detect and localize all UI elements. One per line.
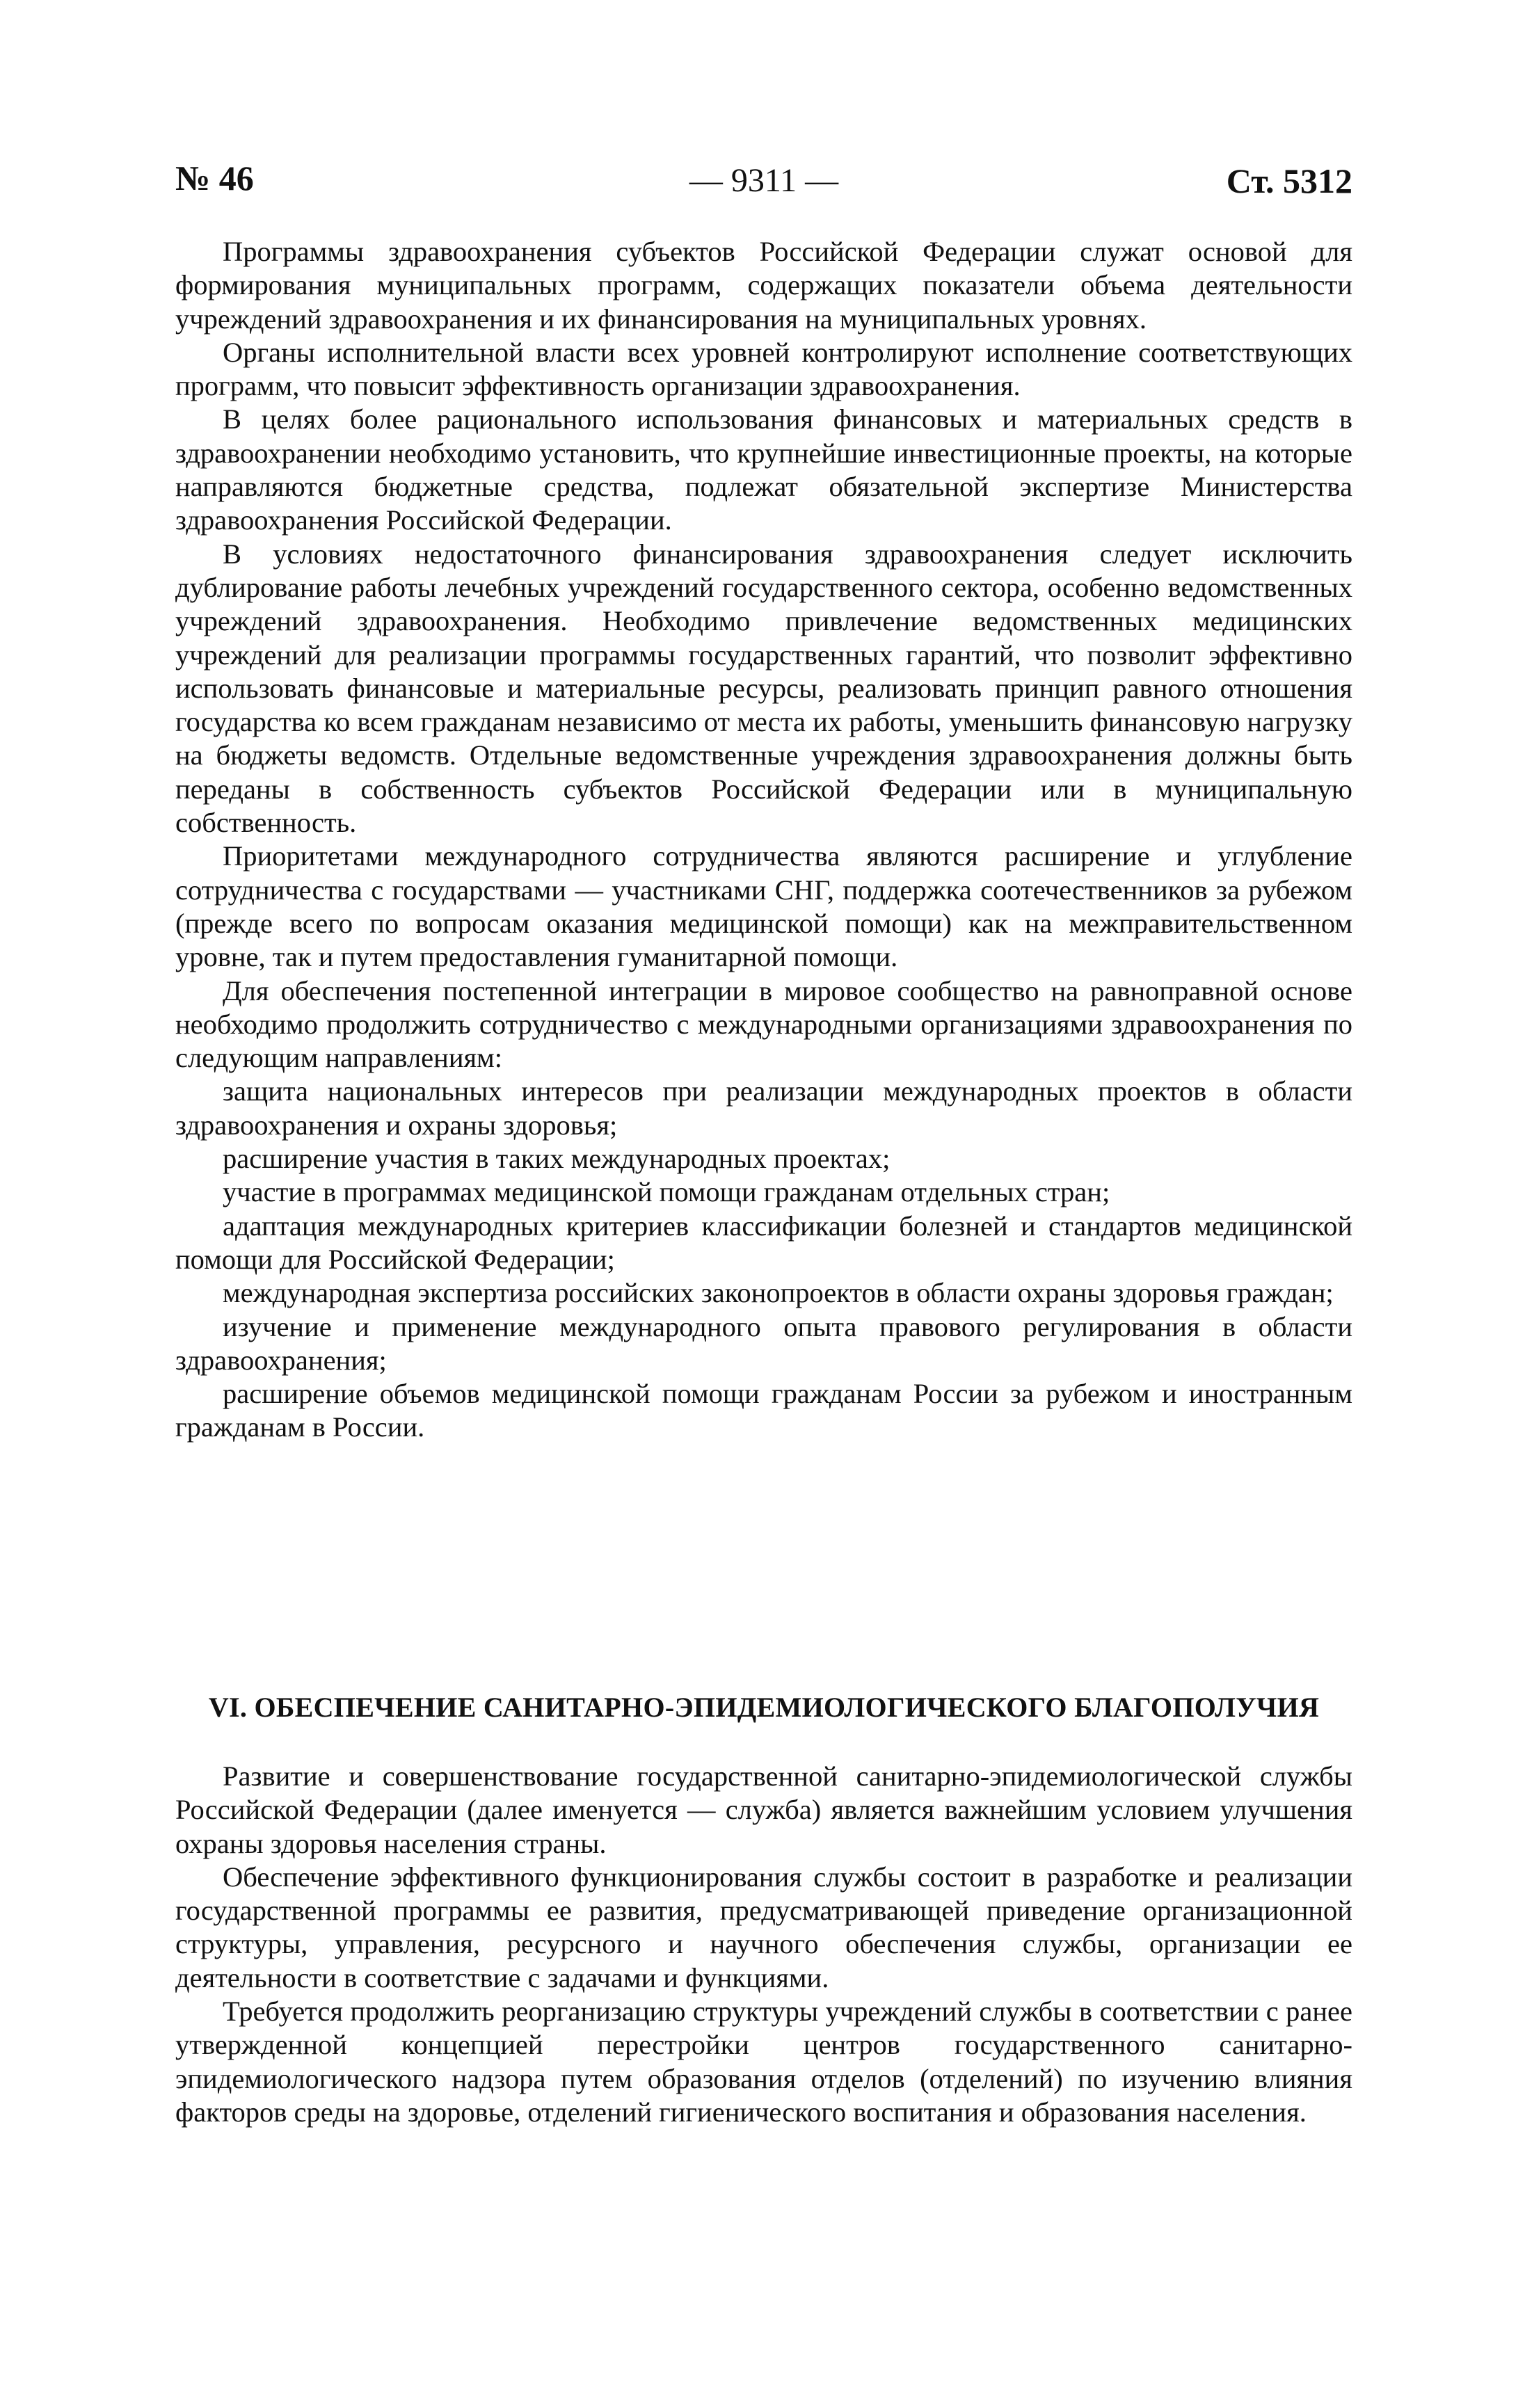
page-header (175, 157, 1352, 199)
paragraph: В условиях недостаточного финансирования здравоохранения следует исключить дублирование работы лечебных учреждений государственного сектора, особенно ведомственных учреждений здравоохранения. Необходимо привлечение ведомственных медицинских учреждений для реализации программы государственных гарантий, что позволит эффективно использовать финансовые и материальные ресурсы, реализовать принцип равного отношения государства ко всем гражданам независимо от места их работы, уменьшить финансовую нагрузку на бюджеты ведомств. Отдельные ведомственные учреждения здравоохранения должны быть переданы в собственность субъектов Российской Федерации или в муниципальную собственность. (175, 538, 1352, 839)
page-number: — 9311 — (689, 162, 839, 199)
article-number: Ст. 5312 (1226, 161, 1352, 200)
paragraph: Для обеспечения постепенной интеграции в мировое сообщество на равноправной основе необходимо продолжить сотрудничество с международными организациями здравоохранения по следующим направлениям: (175, 974, 1352, 1074)
paragraph: Требуется продолжить реорганизацию структуры учреждений службы в соответствии с ранее утвержденной концепцией перестройки центров государственного санитарно-эпидемиологического надзора путем образования отделов (отделений) по изучению влияния факторов среды на здоровье, отделений гигиенического воспитания и образования населения. (175, 1996, 1352, 2128)
paragraph: В целях более рационального использования финансовых и материальных средств в здравоохранении необходимо установить, что крупнейшие инвестиционные проекты, на которые направляются бюджетные средства, подлежат обязательной экспертизе Министерства здравоохранения Российской Федерации. (175, 403, 1352, 536)
list-item: расширение объемов медицинской помощи гражданам России за рубежом и иностранным гражданам в России. (175, 1378, 1352, 1443)
list-item: адаптация международных критериев классификации болезней и стандартов медицинской помощи для Российской Федерации; (175, 1210, 1352, 1275)
main-text (175, 235, 1352, 1445)
paragraph: Приоритетами международного сотрудничества являются расширение и углубление сотрудничества с государствами — участниками СНГ, поддержка соотечественников за рубежом (прежде всего по вопросам оказания медицинской помощи) как на межправительственном уровне, так и путем предоставления гуманитарной помощи. (175, 840, 1352, 973)
list-item: международная экспертиза российских законопроектов в области охраны здоровья граждан; (223, 1277, 1334, 1309)
list-item: защита национальных интересов при реализации международных проектов в области здравоохранения и охраны здоровья; (175, 1075, 1352, 1141)
paragraph: Обеспечение эффективного функционирования службы состоит в разработке и реализации государственной программы ее развития, предусматривающей приведение организационной структуры, управления, ресурсного и научного обеспечения службы, организации ее деятельности в соответствие с задачами и функциями. (175, 1861, 1352, 1993)
paragraph: Программы здравоохранения субъектов Российской Федерации служат основой для формирования муниципальных программ, содержащих показатели объема деятельности учреждений здравоохранения и их финансирования на муниципальных уровнях. (175, 236, 1352, 335)
paragraph: Органы исполнительной власти всех уровней контролируют исполнение соответствующих программ, что повысит эффективность организации здравоохранения. (175, 336, 1352, 402)
list-item: расширение участия в таких международных проектах; (223, 1143, 891, 1175)
issue-number: № 46 (175, 159, 254, 198)
section-text (175, 1760, 1352, 2129)
section-heading: VI. ОБЕСПЕЧЕНИЕ САНИТАРНО-ЭПИДЕМИОЛОГИЧЕСКОГО БЛАГОПОЛУЧИЯ (208, 1692, 1320, 1723)
list-item: участие в программах медицинской помощи гражданам отдельных стран; (223, 1176, 1110, 1208)
paragraph: Развитие и совершенствование государственной санитарно-эпидемиологической службы Российской Федерации (далее именуется — служба) является важнейшим условием улучшения охраны здоровья населения страны. (175, 1760, 1352, 1859)
list-item: изучение и применение международного опыта правового регулирования в области здравоохранения; (175, 1310, 1352, 1376)
